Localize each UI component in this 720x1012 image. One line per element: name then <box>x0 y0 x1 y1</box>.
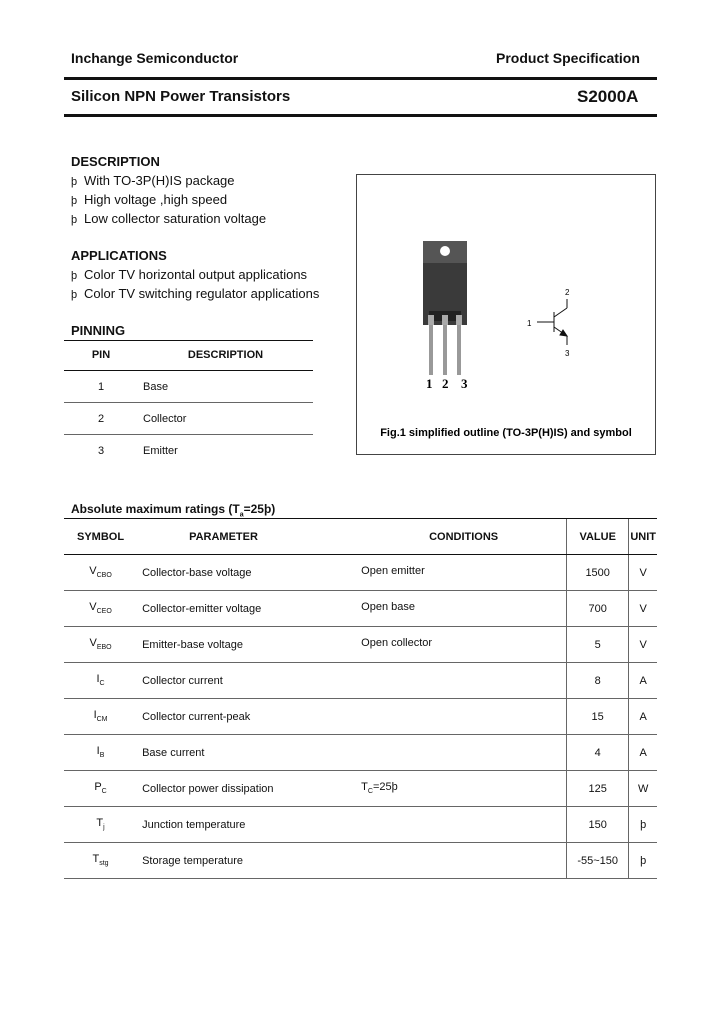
conditions-cell <box>361 699 566 735</box>
header-rule-top <box>64 77 657 80</box>
value-cell: -55~150 <box>567 843 629 879</box>
package-outline-illustration <box>357 175 655 454</box>
header-rule-bottom <box>64 114 657 117</box>
conditions-cell <box>361 843 566 879</box>
pin-number: 3 <box>64 435 138 467</box>
symbol-label: 1 <box>527 319 532 328</box>
mounting-hole <box>440 246 450 256</box>
unit-cell: V <box>629 591 657 627</box>
table-row <box>64 663 657 699</box>
company-name: Inchange Semiconductor <box>71 50 239 66</box>
lead-shoulder <box>456 315 462 325</box>
parameter-cell: Storage temperature <box>137 843 361 879</box>
unit-cell: þ <box>629 843 657 879</box>
column-header: VALUE <box>567 519 629 555</box>
parameter-cell: Base current <box>137 735 361 771</box>
table-row <box>64 403 313 435</box>
unit-cell: V <box>629 555 657 591</box>
bullet-icon: þ <box>71 270 78 282</box>
unit-cell: þ <box>629 807 657 843</box>
pin-label: 2 <box>442 376 449 391</box>
product-line: Silicon NPN Power Transistors <box>71 88 291 105</box>
lead-shoulder <box>442 315 448 325</box>
conditions-cell <box>361 663 566 699</box>
unit-cell: V <box>629 627 657 663</box>
bullet-icon: þ <box>71 195 78 207</box>
table-row <box>64 555 657 591</box>
column-header: DESCRIPTION <box>187 349 264 361</box>
symbol-cell: $T_j$ <box>64 807 137 843</box>
pin-description: Collector <box>138 403 313 435</box>
pinning-table <box>64 340 313 466</box>
column-header: SYMBOL <box>64 519 137 555</box>
conditions-cell: Open emitter <box>361 555 566 591</box>
unit-cell: A <box>629 699 657 735</box>
table-header-row <box>64 519 657 555</box>
table-row <box>64 591 657 627</box>
table-row <box>64 699 657 735</box>
column-header: PARAMETER <box>137 519 361 555</box>
value-cell: 700 <box>567 591 629 627</box>
bullet-icon: þ <box>71 176 78 188</box>
pin-number: 1 <box>64 371 138 403</box>
conditions-cell: Open base <box>361 591 566 627</box>
pin-description: Emitter <box>138 435 313 467</box>
value-cell: 1500 <box>567 555 629 591</box>
parameter-cell: Collector current-peak <box>137 699 361 735</box>
parameter-cell: Emitter-base voltage <box>137 627 361 663</box>
lead-2 <box>443 323 447 375</box>
column-header: CONDITIONS <box>361 519 566 555</box>
lead-3 <box>457 323 461 375</box>
pin-description: Base <box>138 371 313 403</box>
conditions-cell: $T_C=25þ$ <box>361 771 566 807</box>
unit-cell: A <box>629 663 657 699</box>
symbol-cell: $I_C$ <box>64 663 137 699</box>
list-item: þ Color TV horizontal output applications <box>71 265 319 284</box>
symbol-cell: $V_{CEO}$ <box>64 591 137 627</box>
value-cell: 5 <box>567 627 629 663</box>
parameter-cell: Junction temperature <box>137 807 361 843</box>
column-header: PIN <box>91 349 111 361</box>
parameter-cell: Collector power dissipation <box>137 771 361 807</box>
parameter-cell: Collector-base voltage <box>137 555 361 591</box>
pin-label: 3 <box>461 376 468 391</box>
parameter-cell: Collector-emitter voltage <box>137 591 361 627</box>
unit-cell: A <box>629 735 657 771</box>
conditions-cell: Open collector <box>361 627 566 663</box>
symbol-cell: $I_B$ <box>64 735 137 771</box>
column-header: UNIT <box>629 519 657 555</box>
symbol-cell: $P_C$ <box>64 771 137 807</box>
applications-title: APPLICATIONS <box>71 248 167 263</box>
ratings-table <box>64 518 657 879</box>
table-row <box>64 843 657 879</box>
pin-label: 1 <box>426 376 433 391</box>
unit-cell: W <box>629 771 657 807</box>
list-item: þ Low collector saturation voltage <box>71 209 266 228</box>
table-row <box>64 627 657 663</box>
symbol-cell: $V_{EBO}$ <box>64 627 137 663</box>
conditions-cell <box>361 735 566 771</box>
lead-1 <box>429 323 433 375</box>
parameter-cell: Collector current <box>137 663 361 699</box>
part-number: S2000A <box>577 87 639 106</box>
value-cell: 4 <box>567 735 629 771</box>
npn-transistor-symbol-icon <box>537 299 567 345</box>
table-row <box>64 371 313 403</box>
symbol-cell: $T_{stg}$ <box>64 843 137 879</box>
ratings-title: Absolute maximum ratings $(T_a=25þ)$ <box>71 502 276 519</box>
figure-box <box>356 174 656 455</box>
conditions-cell <box>361 807 566 843</box>
description-list <box>71 171 266 228</box>
pin-number: 2 <box>64 403 138 435</box>
value-cell: 125 <box>567 771 629 807</box>
value-cell: 15 <box>567 699 629 735</box>
symbol-label: 3 <box>565 349 570 358</box>
pinning-title: PINNING <box>71 323 126 338</box>
value-cell: 8 <box>567 663 629 699</box>
table-row <box>64 771 657 807</box>
doc-type: Product Specification <box>496 50 640 66</box>
figure-caption: Fig.1 simplified outline (TO-3P(H)IS) and symbol <box>380 427 632 439</box>
symbol-cell: $V_{CBO}$ <box>64 555 137 591</box>
table-row <box>64 807 657 843</box>
table-header-row <box>64 340 313 371</box>
bullet-icon: þ <box>71 289 78 301</box>
list-item: þ High voltage ,high speed <box>71 190 266 209</box>
value-cell: 150 <box>567 807 629 843</box>
lead-shoulder <box>428 315 434 325</box>
list-item: þ Color TV switching regulator applications <box>71 284 319 303</box>
table-row <box>64 735 657 771</box>
applications-list <box>71 265 319 303</box>
description-title: DESCRIPTION <box>71 154 160 169</box>
table-row <box>64 435 313 467</box>
symbol-cell: $I_{CM}$ <box>64 699 137 735</box>
bullet-icon: þ <box>71 214 78 226</box>
list-item: þ With TO-3P(H)IS package <box>71 171 266 190</box>
symbol-label: 2 <box>565 288 570 297</box>
